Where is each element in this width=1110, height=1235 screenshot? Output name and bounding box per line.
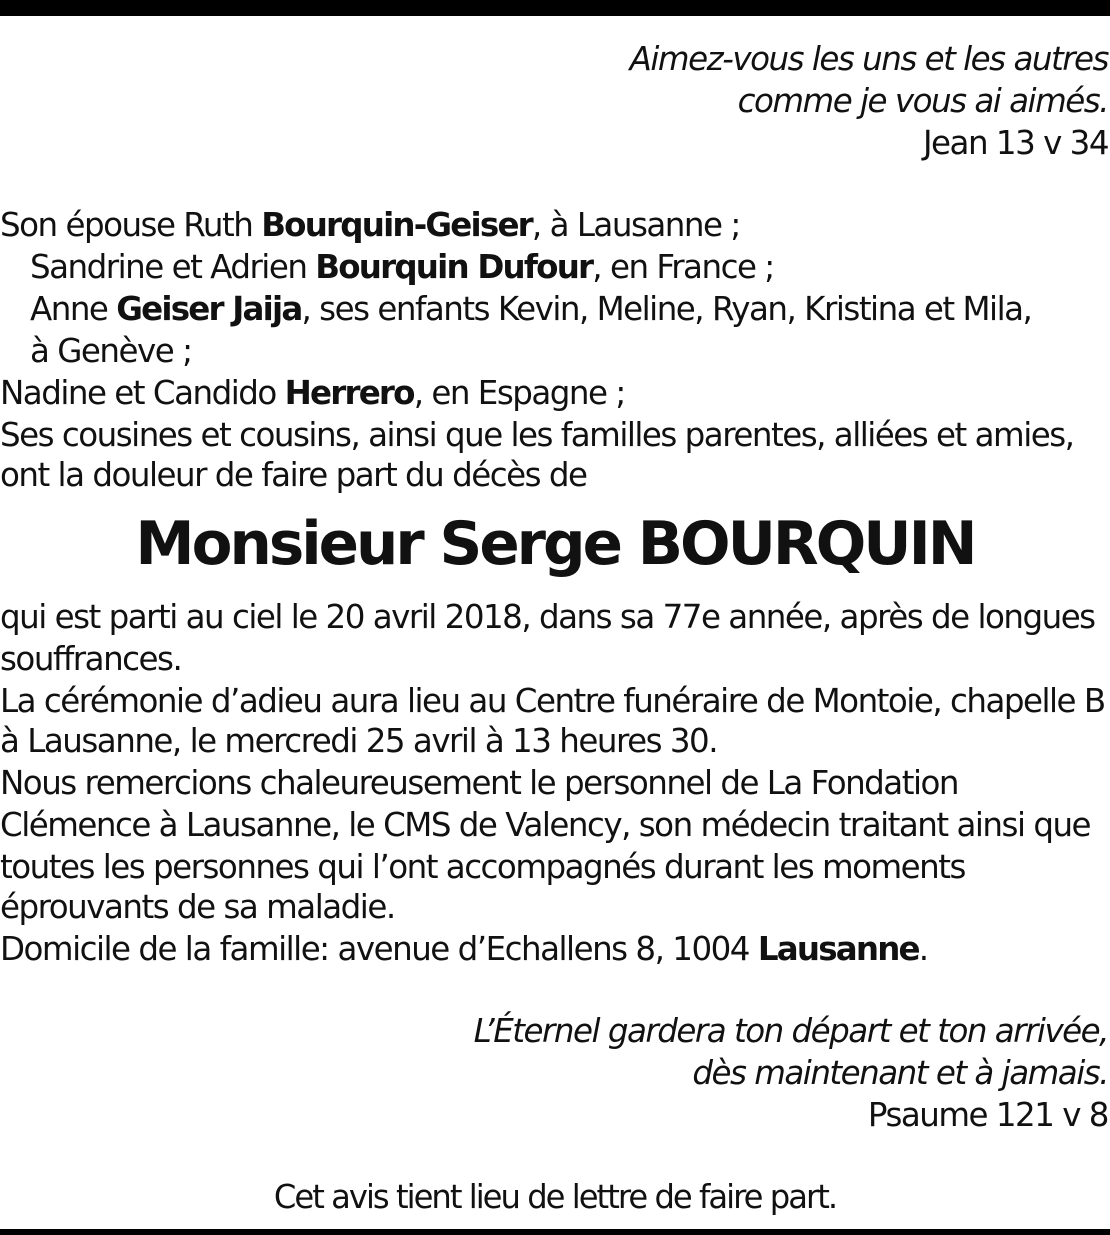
quote-top-line-1: Aimez-vous les uns et les autres	[629, 40, 1108, 78]
body-line-3: La cérémonie d’adieu aura lieu au Centre funéraire de Montoie, chapelle B	[0, 682, 1105, 720]
family-name-bold: Geiser Jaija	[116, 290, 302, 328]
quote-top-line-2: comme je vous ai aimés.	[737, 82, 1108, 120]
body-line-6: Clémence à Lausanne, le CMS de Valency, son médecin traitant ainsi que	[0, 806, 1091, 844]
family-name-bold: Bourquin-Geiser	[261, 206, 532, 244]
top-rule	[0, 0, 1110, 16]
family-line-3: Anne Geiser Jaija, ses enfants Kevin, Meline, Ryan, Kristina et Mila,	[30, 290, 1032, 328]
family-name-bold: Herrero	[284, 374, 414, 412]
body-line-9: Domicile de la famille: avenue d’Echallens 8, 1004 Lausanne.	[0, 930, 928, 968]
body-line-7: toutes les personnes qui l’ont accompagnés durant les moments	[0, 848, 965, 886]
family-line-5: Nadine et Candido Herrero, en Espagne ;	[0, 374, 625, 412]
quote-bottom-reference: Psaume 121 v 8	[867, 1096, 1108, 1134]
quote-bottom-line-2: dès maintenant et à jamais.	[692, 1054, 1108, 1092]
quote-bottom-line-1: L’Éternel gardera ton départ et ton arrivée,	[473, 1012, 1108, 1050]
deceased-name-heading: Monsieur Serge BOURQUIN	[135, 509, 975, 579]
body-line-5: Nous remercions chaleureusement le personnel de La Fondation	[0, 764, 958, 802]
family-line-4: à Genève ;	[30, 332, 192, 370]
family-line-2: Sandrine et Adrien Bourquin Dufour, en France ;	[30, 248, 774, 286]
family-line-7: ont la douleur de faire part du décès de	[0, 456, 587, 494]
city-bold: Lausanne	[757, 930, 919, 968]
family-name-bold: Bourquin Dufour	[315, 248, 593, 286]
quote-top-reference: Jean 13 v 34	[922, 124, 1108, 162]
body-line-1: qui est parti au ciel le 20 avril 2018, dans sa 77e année, après de longues	[0, 598, 1095, 636]
footer-note: Cet avis tient lieu de lettre de faire part.	[273, 1178, 837, 1216]
body-line-8: éprouvants de sa maladie.	[0, 888, 395, 926]
body-line-2: souffrances.	[0, 640, 182, 678]
bottom-rule	[0, 1229, 1110, 1235]
family-line-6: Ses cousines et cousins, ainsi que les familles parentes, alliées et amies,	[0, 416, 1074, 454]
body-line-4: à Lausanne, le mercredi 25 avril à 13 heures 30.	[0, 722, 718, 760]
family-line-1: Son épouse Ruth Bourquin-Geiser, à Lausanne ;	[0, 206, 740, 244]
